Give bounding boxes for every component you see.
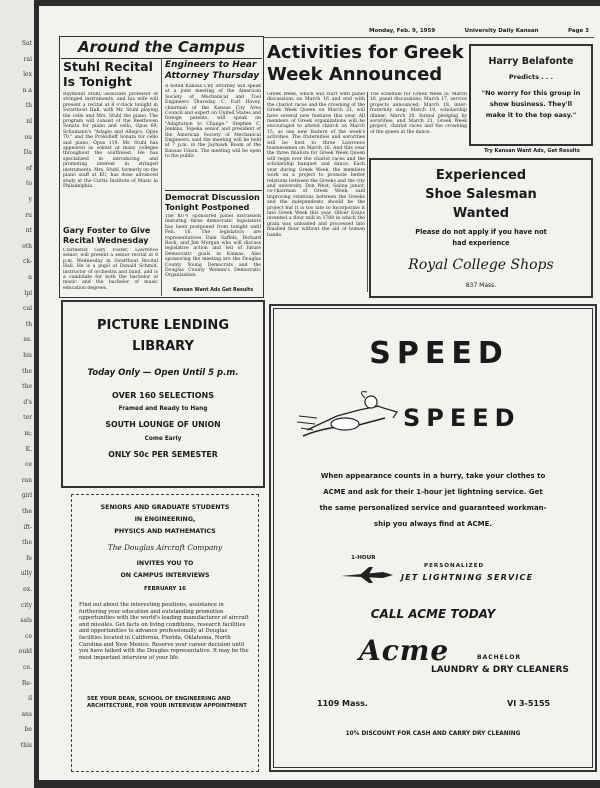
facing-page-fragment: the: [22, 539, 32, 547]
facing-page-fragment: ru: [25, 211, 32, 219]
douglas-line1: SENIORS AND GRADUATE STUDENTS: [100, 504, 230, 511]
facing-page-fragment: ully: [20, 570, 32, 578]
facing-page-fragment: fe: [26, 554, 32, 562]
facing-page-fragment: ce.: [23, 664, 32, 671]
douglas-line3: PHYSICS AND MATHEMATICS: [114, 528, 216, 535]
acme-jet-service: JET LIGHTNING SERVICE: [401, 573, 534, 582]
acme-pitch-2: ACME and ask for their 1-hour jet lightning service. Get: [323, 488, 543, 496]
belafonte-footer: Try Kansan Want Ads, Get Results: [484, 148, 580, 154]
facing-page-fragment: to: [25, 180, 32, 188]
democrat-body: The KU-Y sponsored panel discussion featuring three democratic legislators has been postponed from tonight until Feb. 16. The legislators are representatives Dale Saffels, Richard Rock, and Jim Morgan who will discuss legislative action and tell of future Democratic goals in Kansas. Also sponsoring the meeting are the Douglas County Young Democrats and the Douglas County Women's Democratic Organization.: [165, 214, 261, 279]
acme-laundry: LAUNDRY & DRY CLEANERS: [431, 665, 569, 675]
facing-page-fragment: rai: [23, 55, 32, 63]
engineers-body: A noted Kansas City attorney will speak at a joint meeting of the American Society of Mechanical and Tool Engineers Thursday. C. Earl Hovey, chairman of the Kansas City Area Council and expert on United States and foreign patents, will speak on "Adaptation to Change." Stephen C. Jenkins, Topeka senior and president of the American Society of Mechanical Engineers, said the meeting will be held at 7 p.m. in the Jayhawk Room of the Kansas Union. The meeting will be open to the public.: [165, 84, 261, 160]
facing-page-fragment: city: [20, 601, 32, 609]
acme-onehour: 1-HOUR: [351, 555, 376, 561]
facing-page-fragment: ould: [18, 648, 32, 656]
jet-plane-icon: [339, 566, 395, 584]
acme-phone: VI 3-5155: [507, 699, 551, 708]
facing-page-fragment: the: [22, 508, 32, 515]
library-price: ONLY 50c PER SEMESTER: [108, 450, 218, 459]
facing-page-fragment: es.: [23, 336, 32, 344]
facing-page-fragment: be: [24, 726, 32, 734]
facing-page-edge: [0, 0, 34, 788]
facing-page-fragment: this: [20, 742, 32, 749]
gary-body: Clarinetist Gary Foster, Lawrence senior, will present a senior recital at 8 p.m. Wednesday in Swarthout Recital Hall. He is a pupil of Donald Schmid, instructor of orchestra and band, and is a candidate for both the bachelor of music and the bachelor of music education degrees.: [63, 248, 158, 291]
acme-call: CALL ACME TODAY: [370, 607, 496, 621]
facing-page-fragment: oth: [22, 242, 32, 250]
facing-page-fragment: ift-: [23, 523, 32, 531]
gary-headline: Gary Foster to Give Recital Wednesday: [63, 226, 151, 245]
douglas-cta: SEE YOUR DEAN, SCHOOL OF ENGINEERING AND ARCHITECTURE, FOR YOUR INTERVIEW APPOINTMENT: [87, 696, 247, 709]
facing-page-fragment: of: [26, 164, 32, 172]
facing-page-fragment: ce: [25, 461, 32, 469]
facing-page-fragment: n a: [22, 86, 32, 94]
want-ads-line: Kansan Want Ads Get Results: [172, 288, 254, 293]
facing-page-fragment: his: [23, 352, 32, 359]
facing-page-fragment: ck-: [23, 258, 32, 266]
facing-page-fragment: ou: [24, 133, 32, 141]
stuhl-body: Raymond Stuhl, associate professor of stringed instruments, and his wife will present a recital at 8 o'clock tonight in Swarthout Hall, with Mr. Stuhl playing the cello and Mrs. Stuhl the piano. The program will consist of the Beethoven Sonata for piano and cello, Opus 69; Schumann's "Adagio and Allegro, Opus 70," and the Prokofieff Sonata for cello and piano, Opus 119. Mr. Stuhl has appeared as soloist at many colleges throughout the southwest. He has specialized in introducing and promoting interest in stringed instruments. Mrs. Stuhl, formerly on the piano staff at KU, has done advanced study at the Curtis Institute of Music in Philadelphia.: [63, 92, 158, 189]
acme-discount: 10% DISCOUNT FOR CASH AND CARRY DRY CLEANING: [345, 731, 521, 737]
greek-headline: Activities for Greek Week Announced: [267, 42, 464, 85]
facing-page-fragment: n: [28, 274, 32, 281]
shoe-address: 837 Mass.: [465, 282, 497, 289]
facing-page-fragment: K.: [25, 445, 32, 453]
facing-page-fragment: cal: [23, 305, 32, 313]
douglas-date: FEBRUARY 16: [144, 586, 186, 592]
acme-pitch-3: the same personalized service and guaranteed workman-: [319, 504, 547, 512]
acme-speed2: SPEED: [403, 404, 521, 432]
facing-page-fragment: lpl: [24, 289, 32, 297]
facing-page-fragment: il: [28, 695, 32, 703]
greek-col2: The schedule for Greek Week is: March 16, panel discussions; March 17, service projects announced; March 18, inter-fraternity sing; March 19, scholarship dinner; March 20, formal pledging by sororities; and March 21, Greek Week project, chariot races and the crowning of the queen at the dance.: [370, 92, 467, 135]
masthead-page: Page 3: [567, 28, 589, 34]
greek-column-rule: [367, 92, 368, 292]
facing-page-fragment: m;: [24, 430, 32, 437]
facing-page-fragment: Da: [23, 149, 32, 157]
library-hours: Today Only — Open Until 5 p.m.: [87, 368, 239, 378]
belafonte-quote: "No worry for this group in show business. They'll make it to the top easy.": [481, 89, 581, 119]
facing-page-fragment: ex.: [23, 586, 32, 593]
douglas-body: Find out about the interesting positions, assistance in furthering your education and outstanding promotion opportunities with the world's leading manufacturer of aircraft and missiles. Get facts on living conditions, research facilities and opportunities to advance professionally at Douglas facilities located in California, Florida, Oklahoma, North Carolina and New Mexico. Reserve your career decision until you have talked with the Douglas representative. It may be the most important interview of your life.: [79, 602, 249, 661]
library-title2: LIBRARY: [132, 339, 194, 354]
acme-pitch-4: ship you always find at ACME.: [373, 520, 493, 528]
facing-page-fragment: ter: [23, 414, 32, 422]
douglas-company: The Douglas Aircraft Company: [107, 543, 223, 552]
speeding-figure-illustration: [297, 386, 407, 446]
around-campus-banner: Around the Campus: [61, 38, 262, 59]
engineers-headline: Engineers to Hear Attorney Thursday: [165, 60, 260, 81]
acme-address: 1109 Mass.: [317, 699, 368, 708]
facing-page-fragment: th: [25, 102, 32, 110]
library-framed: Framed and Ready to Hang: [118, 406, 208, 412]
facing-page-fragment: th: [25, 320, 32, 328]
facing-page-fragment: girl: [21, 492, 32, 500]
facing-page-fragment: ran: [21, 476, 32, 484]
facing-page-fragment: ans: [21, 710, 32, 718]
shoe-line3: Wanted: [452, 206, 510, 221]
facing-page-fragment: Sat: [21, 40, 32, 47]
library-early: Come Early: [144, 436, 182, 442]
masthead-paper: University Daily Kansan: [464, 28, 539, 34]
shoe-line1: Experienced: [435, 168, 527, 183]
democrat-headline: Democrat Discussion Tonight Postponed: [165, 190, 262, 213]
greek-col1: Greek Week, which will start with panel discussions on March 16 and end with the chariot races and the crowning of the Greek Week Queen on March 21, will have several new features this year. All members of Greek organizations will be encouraged to attend church on March 15, as one new feature of the week's activities. The fraternities and sororities will be host to three Lawrence businessmen on March 16. And this year the three finalists for Greek Week Queen will reign over the chariot races and the scholarship banquet and dance. Each year during Greek Week, the members work on a project to promote better relations between the Greeks and the city and university. Don West, Salina junior, co-chairman of Greek Week, said improving relations between the Greeks and the independents should be the project but it is too late to incorporate it into Greek Week this year. Oliver Evans invented a flour mill in 1788 in which the grain was unloaded and processed into finished flour without the aid of human hands.: [267, 92, 365, 238]
facing-page-fragment: d's: [23, 398, 32, 406]
facing-page-fragment: ce: [25, 632, 32, 640]
shoe-sub2: had experience: [452, 239, 510, 247]
newspaper-page: [39, 6, 600, 780]
belafonte-name: Harry Belafonte: [488, 56, 574, 67]
douglas-invites2: ON CAMPUS INTERVIEWS: [120, 572, 210, 579]
masthead-rule: [264, 37, 594, 38]
belafonte-predicts: Predicts . . .: [508, 73, 554, 81]
column-rule: [161, 58, 162, 296]
shoe-store: Royal College Shops: [408, 257, 554, 273]
library-over: OVER 160 SELECTIONS: [111, 391, 215, 400]
stuhl-headline: Stuhl Recital Is Tonight: [63, 59, 153, 89]
facing-page-fragment: lex: [23, 71, 32, 79]
shoe-line2: Shoe Salesman: [425, 187, 537, 202]
acme-bachelor: BACHELOR: [477, 654, 522, 661]
acme-personalized: PERSONALIZED: [424, 563, 485, 569]
facing-page-fragment: Re-: [21, 679, 32, 687]
library-title1: PICTURE LENDING: [97, 318, 229, 333]
masthead: [369, 28, 589, 34]
acme-pitch-1: When appearance counts in a hurry, take your clothes to: [320, 472, 546, 480]
facing-page-fragment: sals: [20, 617, 32, 625]
library-where: SOUTH LOUNGE OF UNION: [105, 420, 221, 429]
shoe-sub1: Please do not apply if you have not: [415, 228, 547, 236]
facing-page-fragment: y: [28, 196, 32, 203]
douglas-line2: IN ENGINEERING,: [134, 516, 196, 523]
facing-page-fragment: nt: [25, 227, 32, 235]
masthead-date: Monday, Feb. 9, 1959: [369, 28, 436, 34]
facing-page-fragment: nl: [26, 118, 32, 125]
acme-speed1: SPEED: [369, 336, 509, 371]
facing-page-fragment: the: [22, 367, 32, 375]
acme-logo: Acme: [359, 634, 450, 667]
douglas-invites1: INVITES YOU TO: [136, 560, 194, 567]
facing-page-fragment: the: [22, 383, 32, 391]
